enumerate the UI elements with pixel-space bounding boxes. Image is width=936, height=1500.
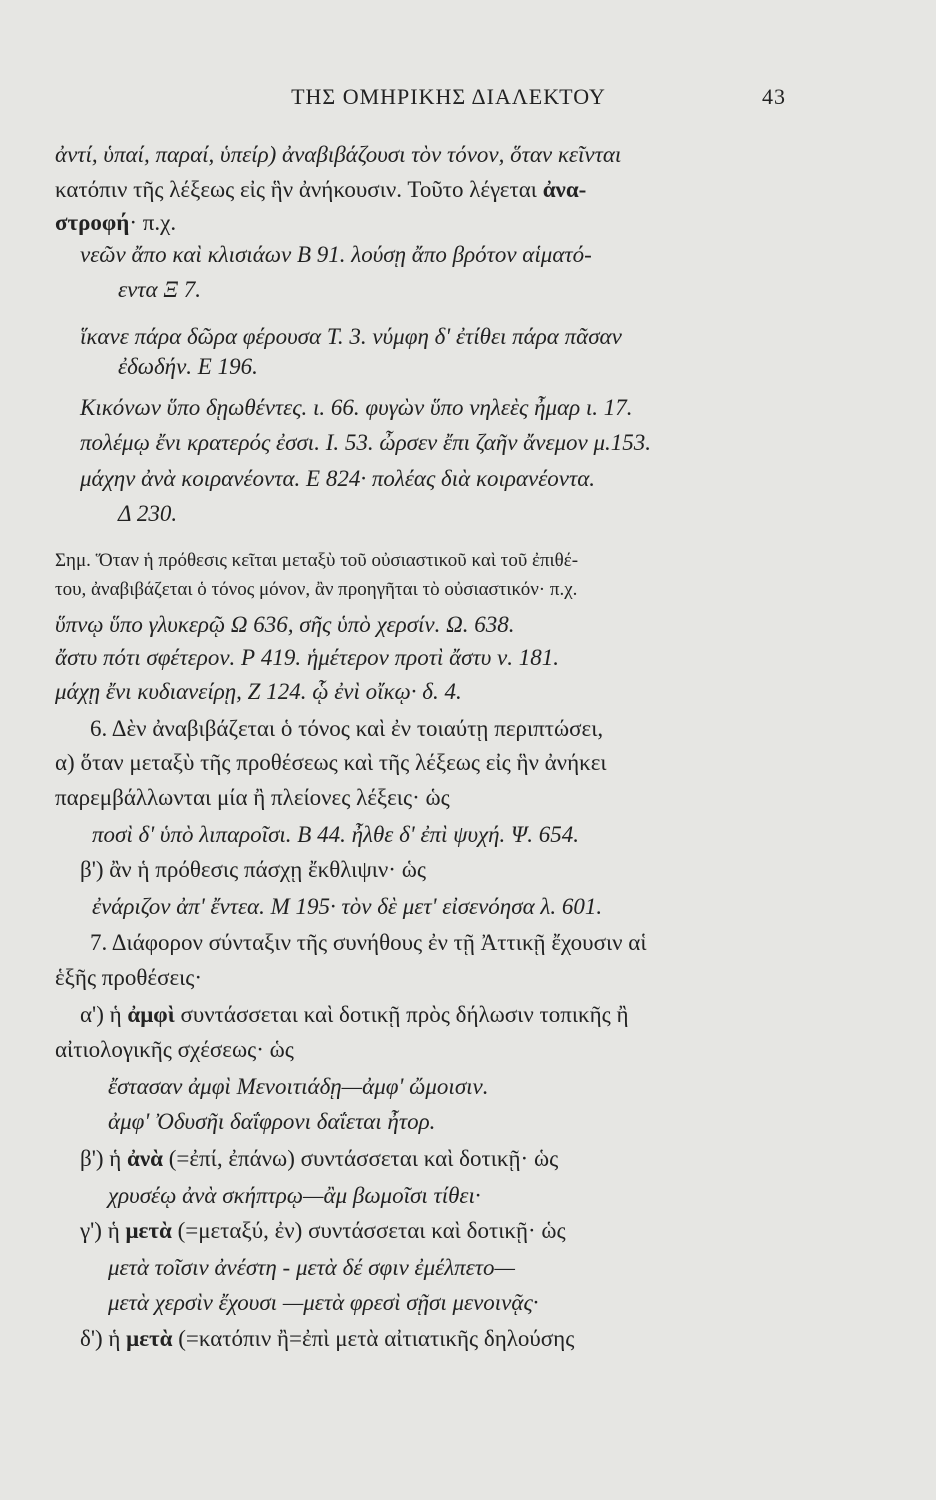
text-line: κατόπιν τῆς λέξεως εἰς ἣν ἀνήκουσιν. Τοῦτο λέγεται ἀνα- — [55, 177, 587, 202]
note-line: Σημ. Ὅταν ἡ πρόθεσις κεῖται μεταξὺ τοῦ οὐσιαστικοῦ καὶ τοῦ ἐπιθέ- — [55, 550, 579, 571]
example-line: ἐνάριζον ἀπ' ἔντεα. Μ 195· τὸν δὲ μετ' εἰσενόησα λ. 601. — [92, 894, 603, 919]
bold-term: στροφή — [55, 210, 130, 235]
example-line: μάχῃ ἔνι κυδιανείρῃ, Ζ 124. ᾧ ἐνὶ οἴκῳ· δ. 4. — [55, 679, 462, 704]
text-line: γ') ἡ μετὰ (=μεταξύ, ἐν) συντάσσεται καὶ δοτικῇ· ὡς — [80, 1218, 566, 1243]
example-line: ἔστασαν ἀμφὶ Μενοιτιάδῃ—ἀμφ' ὤμοισιν. — [108, 1074, 489, 1099]
text-line: β') ἡ ἀνὰ (=ἐπί, ἐπάνω) συντάσσεται καὶ δοτικῇ· ὡς — [80, 1146, 559, 1171]
example-line: μετὰ χερσὶν ἔχουσι —μετὰ φρεσὶ σῇσι μενοινᾷς· — [108, 1290, 539, 1315]
example-line: χρυσέῳ ἀνὰ σκήπτρῳ—ἂμ βωμοῖσι τίθει· — [108, 1183, 481, 1208]
page-number: 43 — [762, 84, 786, 109]
text-line: ἑξῆς προθέσεις· — [55, 965, 203, 990]
running-title: ΤΗΣ ΟΜΗΡΙΚΗΣ ΔΙΑΛΕΚΤΟΥ — [291, 84, 606, 109]
example-line: ἄστυ πότι σφέτερον. Ρ 419. ἡμέτερον προτὶ ἄστυ ν. 181. — [55, 645, 559, 670]
example-line: ἐδωδήν. Ε 196. — [118, 354, 258, 379]
example-line: Δ 230. — [118, 501, 178, 526]
text-line: α) ὅταν μεταξὺ τῆς προθέσεως καὶ τῆς λέξεως εἰς ἣν ἀνήκει — [55, 750, 607, 775]
example-line: μετὰ τοῖσιν ἀνέστη - μετὰ δέ σφιν ἐμέλπετο— — [108, 1255, 515, 1280]
example-line: ἀμφ' Ὀδυσῆι δαΐφρονι δαΐεται ἦτορ. — [108, 1109, 436, 1134]
example-line: εντα Ξ 7. — [118, 277, 202, 302]
example-line: ποσὶ δ' ὑπὸ λιπαροῖσι. Β 44. ἦλθε δ' ἐπὶ ψυχή. Ψ. 654. — [92, 822, 579, 847]
bold-term: ἀνα- — [542, 177, 587, 202]
example-line: μάχην ἀνὰ κοιρανέοντα. Ε 824· πολέας διὰ κοιρανέοντα. — [80, 466, 596, 491]
bold-term: μετὰ — [126, 1326, 173, 1351]
example-line: Κικόνων ὕπο δῃωθέντες. ι. 66. φυγὼν ὕπο νηλεὲς ἦμαρ ι. 17. — [80, 395, 633, 420]
text-line: β') ἂν ἡ πρόθεσις πάσχῃ ἔκθλιψιν· ὡς — [80, 857, 426, 882]
example-line: πολέμῳ ἔνι κρατερός ἐσσι. Ι. 53. ὦρσεν ἔπι ζαῆν ἄνεμον μ.153. — [80, 430, 652, 455]
bold-term: μετὰ — [125, 1218, 172, 1243]
example-line: νεῶν ἄπο καὶ κλισιάων Β 91. λούσῃ ἄπο βρότον αἱματό- — [80, 242, 592, 267]
text-line: ἀντί, ὑπαί, παραί, ὑπείρ) ἀναβιβάζουσι τὸν τόνον, ὅταν κεῖνται — [55, 142, 622, 167]
text-line: 7. Διάφορον σύνταξιν τῆς συνήθους ἐν τῇ Ἀττικῇ ἔχουσιν αἱ — [90, 930, 647, 955]
example-line: ἵκανε πάρα δῶρα φέρουσα Τ. 3. νύμφη δ' ἐτίθει πάρα πᾶσαν — [80, 324, 622, 349]
bold-term: ἀμφὶ — [127, 1002, 175, 1027]
text-line: παρεμβάλλωνται μία ἢ πλείονες λέξεις· ὡς — [55, 785, 450, 810]
example-line: ὕπνῳ ὕπο γλυκερῷ Ω 636, σῆς ὑπὸ χερσίν. Ω. 638. — [55, 612, 515, 637]
running-header — [55, 84, 786, 110]
text-line: αἰτιολογικῆς σχέσεως· ὡς — [55, 1037, 294, 1062]
text-line: α') ἡ ἀμφὶ συντάσσεται καὶ δοτικῇ πρὸς δήλωσιν τοπικῆς ἢ — [80, 1002, 629, 1027]
text-line: 6. Δὲν ἀναβιβάζεται ὁ τόνος καὶ ἐν τοιαύτῃ περιπτώσει, — [90, 716, 604, 741]
text-line: στροφή· π.χ. — [55, 210, 177, 235]
bold-term: ἀνὰ — [127, 1146, 163, 1171]
text-line: δ') ἡ μετὰ (=κατόπιν ἢ=ἐπὶ μετὰ αἰτιατικῆς δηλούσης — [80, 1326, 575, 1351]
note-line: του, ἀναβιβάζεται ὁ τόνος μόνον, ἂν προηγῆται τὸ οὐσιαστικόν· π.χ. — [55, 579, 578, 600]
